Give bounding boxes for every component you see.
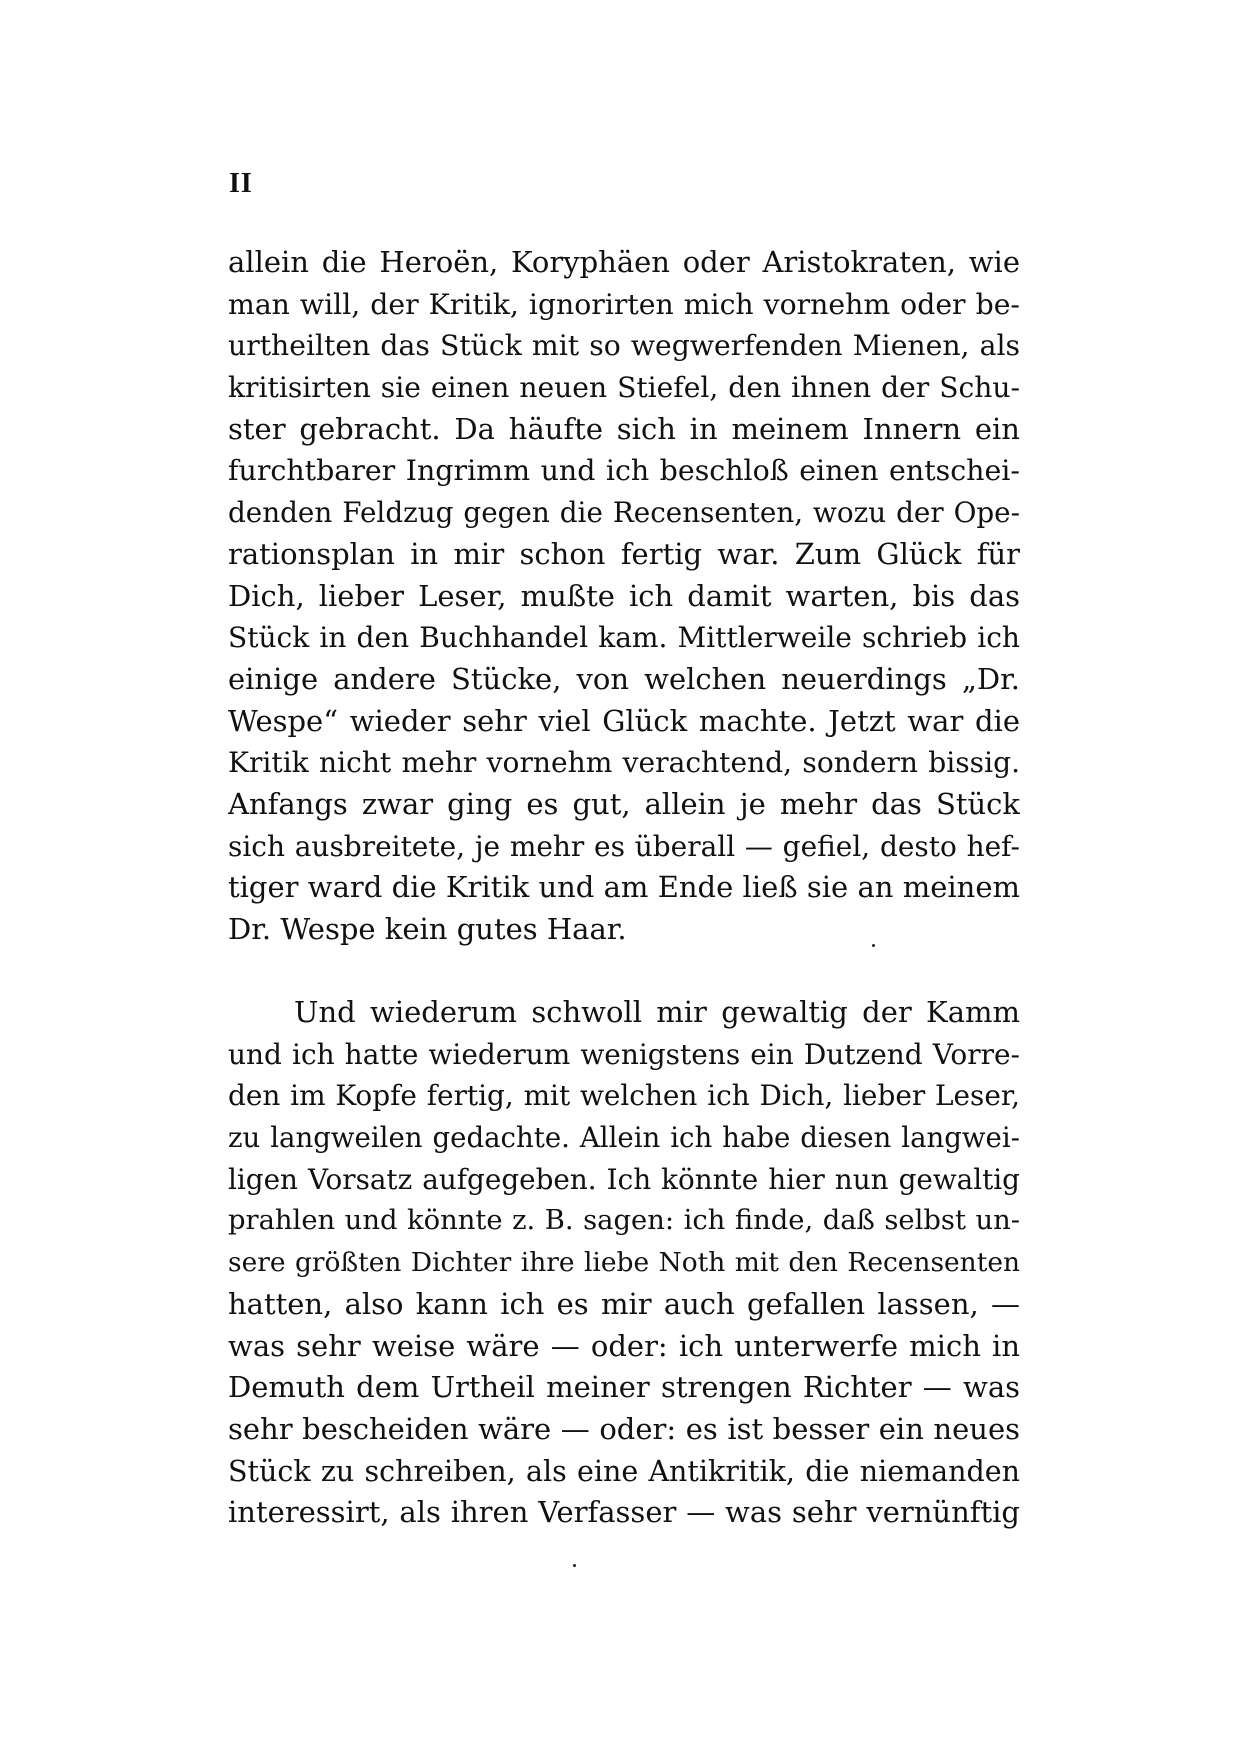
text-line: ligen Vorsatz aufgegeben. Ich könnte hier nun gewaltig [228,1162,1020,1196]
text-line: einige andere Stücke, von welchen neuerdings „Dr. [228,661,1020,696]
text-line: sere größten Dichter ihre liebe Noth mit den Recensenten [228,1247,1020,1279]
text-line: allein die Heroën, Koryphäen oder Aristokraten, wie [228,245,1020,279]
text-line: Dr. Wespe kein gutes Haar. [228,912,627,946]
paragraph-1 [228,242,1020,951]
text-line: den im Kopfe fertig, mit welchen ich Dich, lieber Leser, [228,1079,1020,1113]
text-line: denden Feldzug gegen die Recensenten, wozu der Ope- [228,496,1020,530]
text-line: urtheilten das Stück mit so wegwerfenden Mienen, als [228,329,1020,363]
paragraph-2 [228,992,1020,1534]
text-line: rationsplan in mir schon fertig war. Zum Glück für [228,536,1020,571]
text-line: Dich, lieber Leser, mußte ich damit warten, bis das [228,578,1020,613]
speck-mark [573,1564,576,1567]
text-line: Anfangs zwar ging es gut, allein je mehr das Stück [228,786,1020,821]
text-line: was sehr weise wäre — oder: ich unterwerfe mich in [228,1328,1020,1363]
text-line: Stück in den Buchhandel kam. Mittlerweile schrieb ich [228,621,1020,655]
text-line: man will, der Kritik, ignorirten mich vornehm oder be- [228,287,1020,321]
text-line: sich ausbreitete, je mehr es überall — gefiel, desto hef- [228,829,1020,863]
text-line: Kritik nicht mehr vornehm verachtend, sondern bissig. [228,746,1020,780]
text-line: Demuth dem Urtheil meiner strengen Richter — was [228,1370,1020,1405]
text-line: ster gebracht. Da häufte sich in meinem Innern ein [228,411,1020,446]
speck-mark [872,944,875,947]
text-line: interessirt, als ihren Verfasser — was sehr vernünftig [228,1495,1020,1530]
text-line: sehr bescheiden wäre — oder: es ist besser ein neues [228,1411,1020,1446]
text-line: Stück zu schreiben, als eine Antikritik, die niemanden [228,1454,1020,1488]
text-line: prahlen und könnte z. B. sagen: ich finde, daß selbst un- [228,1205,1020,1237]
page-number: II [229,168,253,199]
text-line: Wespe“ wieder sehr viel Glück machte. Jetzt war die [228,703,1020,738]
text-line: und ich hatte wiederum wenigstens ein Dutzend Vorre- [228,1037,1020,1071]
text-line: tiger ward die Kritik und am Ende ließ sie an meinem [228,870,1020,905]
text-line: zu langweilen gedachte. Allein ich habe diesen langwei- [228,1121,1020,1155]
text-line: hatten, also kann ich es mir auch gefallen lassen, — [228,1286,1020,1321]
text-line: furchtbarer Ingrimm und ich beschloß einen entschei- [228,454,1020,488]
text-line: kritisirten sie einen neuen Stiefel, den ihnen der Schu- [228,371,1020,405]
text-line: Und wiederum schwoll mir gewaltig der Kamm [294,995,1020,1029]
